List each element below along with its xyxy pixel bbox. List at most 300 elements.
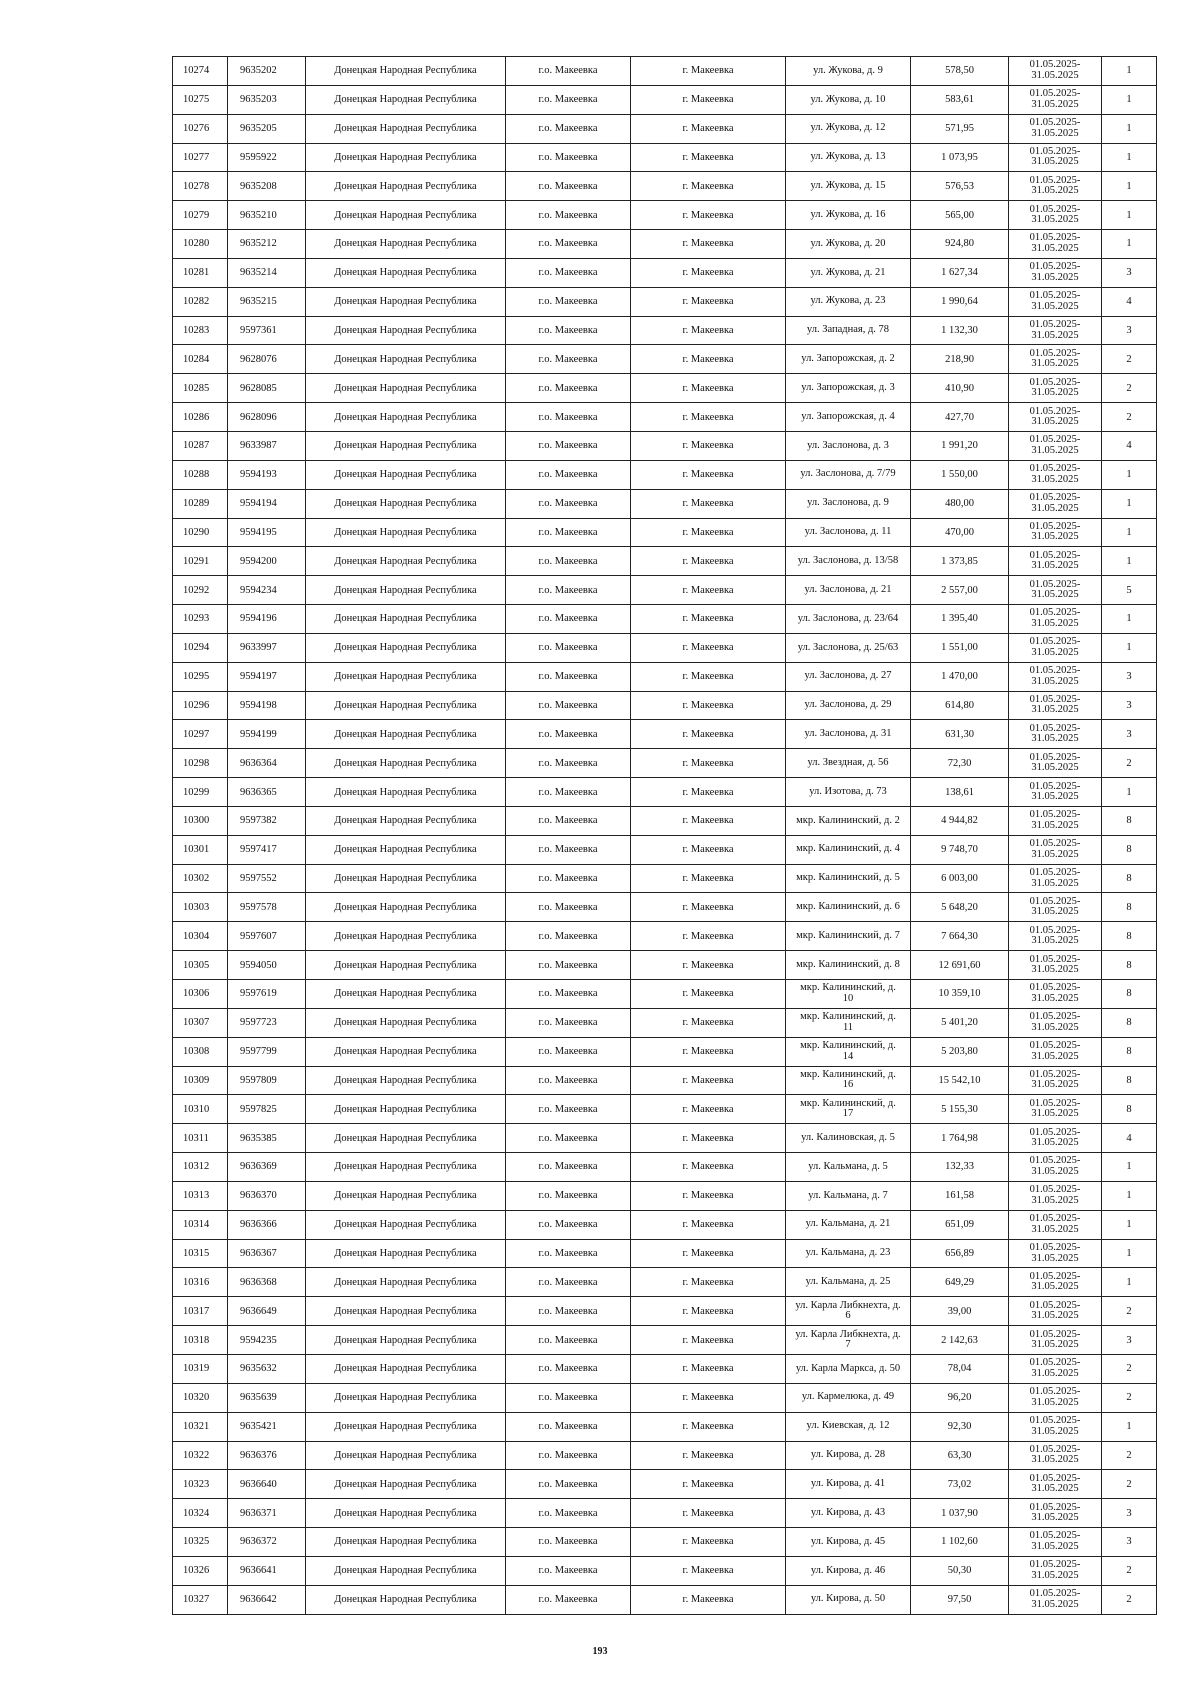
period-cell: 01.05.2025- 31.05.2025 bbox=[1009, 547, 1102, 576]
table-row bbox=[173, 1412, 1157, 1441]
floors-cell: 1 bbox=[1102, 1153, 1157, 1182]
address-cell: ул. Заслонова, д. 27 bbox=[786, 662, 911, 691]
region-cell: Донецкая Народная Республика bbox=[306, 806, 506, 835]
object-code: 9594194 bbox=[228, 489, 306, 518]
area-cell: 1 102,60 bbox=[911, 1528, 1009, 1557]
area-cell: 132,33 bbox=[911, 1153, 1009, 1182]
object-code: 9636372 bbox=[228, 1528, 306, 1557]
region-cell: Донецкая Народная Республика bbox=[306, 662, 506, 691]
region-cell: Донецкая Народная Республика bbox=[306, 1412, 506, 1441]
period-cell: 01.05.2025- 31.05.2025 bbox=[1009, 1441, 1102, 1470]
area-cell: 565,00 bbox=[911, 201, 1009, 230]
row-number: 10310 bbox=[173, 1095, 228, 1124]
region-cell: Донецкая Народная Республика bbox=[306, 172, 506, 201]
floors-cell: 1 bbox=[1102, 230, 1157, 259]
city-cell: г. Макеевка bbox=[631, 980, 786, 1009]
city-cell: г. Макеевка bbox=[631, 114, 786, 143]
district-cell: г.о. Макеевка bbox=[506, 57, 631, 86]
row-number: 10278 bbox=[173, 172, 228, 201]
area-cell: 39,00 bbox=[911, 1297, 1009, 1326]
region-cell: Донецкая Народная Республика bbox=[306, 1210, 506, 1239]
period-cell: 01.05.2025- 31.05.2025 bbox=[1009, 1037, 1102, 1066]
region-cell: Донецкая Народная Республика bbox=[306, 201, 506, 230]
row-number: 10305 bbox=[173, 951, 228, 980]
area-cell: 5 155,30 bbox=[911, 1095, 1009, 1124]
area-cell: 161,58 bbox=[911, 1181, 1009, 1210]
floors-cell: 2 bbox=[1102, 1354, 1157, 1383]
region-cell: Донецкая Народная Республика bbox=[306, 1239, 506, 1268]
floors-cell: 2 bbox=[1102, 1383, 1157, 1412]
district-cell: г.о. Макеевка bbox=[506, 1153, 631, 1182]
period-cell: 01.05.2025- 31.05.2025 bbox=[1009, 57, 1102, 86]
city-cell: г. Макеевка bbox=[631, 287, 786, 316]
city-cell: г. Макеевка bbox=[631, 230, 786, 259]
object-code: 9594200 bbox=[228, 547, 306, 576]
area-cell: 614,80 bbox=[911, 691, 1009, 720]
object-code: 9633997 bbox=[228, 633, 306, 662]
district-cell: г.о. Макеевка bbox=[506, 691, 631, 720]
table-row bbox=[173, 431, 1157, 460]
district-cell: г.о. Макеевка bbox=[506, 1528, 631, 1557]
table-row bbox=[173, 749, 1157, 778]
period-cell: 01.05.2025- 31.05.2025 bbox=[1009, 1297, 1102, 1326]
row-number: 10304 bbox=[173, 922, 228, 951]
object-code: 9635203 bbox=[228, 85, 306, 114]
period-cell: 01.05.2025- 31.05.2025 bbox=[1009, 1210, 1102, 1239]
period-cell: 01.05.2025- 31.05.2025 bbox=[1009, 489, 1102, 518]
region-cell: Донецкая Народная Республика bbox=[306, 778, 506, 807]
region-cell: Донецкая Народная Республика bbox=[306, 835, 506, 864]
district-cell: г.о. Макеевка bbox=[506, 1037, 631, 1066]
address-cell: мкр. Калининский, д. 14 bbox=[786, 1037, 911, 1066]
area-cell: 10 359,10 bbox=[911, 980, 1009, 1009]
floors-cell: 3 bbox=[1102, 720, 1157, 749]
object-code: 9635421 bbox=[228, 1412, 306, 1441]
floors-cell: 1 bbox=[1102, 114, 1157, 143]
area-cell: 571,95 bbox=[911, 114, 1009, 143]
district-cell: г.о. Макеевка bbox=[506, 1499, 631, 1528]
address-cell: мкр. Калининский, д. 10 bbox=[786, 980, 911, 1009]
table-row bbox=[173, 893, 1157, 922]
object-code: 9597723 bbox=[228, 1008, 306, 1037]
city-cell: г. Макеевка bbox=[631, 1499, 786, 1528]
table-row bbox=[173, 374, 1157, 403]
address-cell: ул. Кальмана, д. 7 bbox=[786, 1181, 911, 1210]
row-number: 10327 bbox=[173, 1585, 228, 1614]
floors-cell: 1 bbox=[1102, 57, 1157, 86]
area-cell: 6 003,00 bbox=[911, 864, 1009, 893]
table-row bbox=[173, 1210, 1157, 1239]
row-number: 10279 bbox=[173, 201, 228, 230]
address-cell: ул. Заслонова, д. 31 bbox=[786, 720, 911, 749]
district-cell: г.о. Макеевка bbox=[506, 143, 631, 172]
floors-cell: 1 bbox=[1102, 201, 1157, 230]
region-cell: Донецкая Народная Республика bbox=[306, 1268, 506, 1297]
area-cell: 78,04 bbox=[911, 1354, 1009, 1383]
registry-table bbox=[172, 56, 1157, 1615]
city-cell: г. Макеевка bbox=[631, 201, 786, 230]
district-cell: г.о. Макеевка bbox=[506, 1124, 631, 1153]
region-cell: Донецкая Народная Республика bbox=[306, 57, 506, 86]
address-cell: мкр. Калининский, д. 6 bbox=[786, 893, 911, 922]
region-cell: Донецкая Народная Республика bbox=[306, 143, 506, 172]
floors-cell: 8 bbox=[1102, 806, 1157, 835]
object-code: 9594199 bbox=[228, 720, 306, 749]
row-number: 10288 bbox=[173, 460, 228, 489]
row-number: 10293 bbox=[173, 605, 228, 634]
city-cell: г. Макеевка bbox=[631, 749, 786, 778]
row-number: 10283 bbox=[173, 316, 228, 345]
period-cell: 01.05.2025- 31.05.2025 bbox=[1009, 143, 1102, 172]
row-number: 10309 bbox=[173, 1066, 228, 1095]
address-cell: ул. Кальмана, д. 23 bbox=[786, 1239, 911, 1268]
region-cell: Донецкая Народная Республика bbox=[306, 1383, 506, 1412]
object-code: 9597552 bbox=[228, 864, 306, 893]
object-code: 9597619 bbox=[228, 980, 306, 1009]
area-cell: 1 037,90 bbox=[911, 1499, 1009, 1528]
region-cell: Донецкая Народная Республика bbox=[306, 547, 506, 576]
city-cell: г. Макеевка bbox=[631, 172, 786, 201]
period-cell: 01.05.2025- 31.05.2025 bbox=[1009, 778, 1102, 807]
city-cell: г. Макеевка bbox=[631, 1412, 786, 1441]
object-code: 9597361 bbox=[228, 316, 306, 345]
city-cell: г. Макеевка bbox=[631, 576, 786, 605]
period-cell: 01.05.2025- 31.05.2025 bbox=[1009, 85, 1102, 114]
address-cell: ул. Кирова, д. 28 bbox=[786, 1441, 911, 1470]
period-cell: 01.05.2025- 31.05.2025 bbox=[1009, 1528, 1102, 1557]
region-cell: Донецкая Народная Республика bbox=[306, 1008, 506, 1037]
row-number: 10296 bbox=[173, 691, 228, 720]
region-cell: Донецкая Народная Республика bbox=[306, 489, 506, 518]
address-cell: ул. Заслонова, д. 21 bbox=[786, 576, 911, 605]
area-cell: 1 132,30 bbox=[911, 316, 1009, 345]
table-row bbox=[173, 258, 1157, 287]
address-cell: мкр. Калининский, д. 16 bbox=[786, 1066, 911, 1095]
period-cell: 01.05.2025- 31.05.2025 bbox=[1009, 431, 1102, 460]
object-code: 9635214 bbox=[228, 258, 306, 287]
period-cell: 01.05.2025- 31.05.2025 bbox=[1009, 1585, 1102, 1614]
floors-cell: 3 bbox=[1102, 662, 1157, 691]
table-row bbox=[173, 460, 1157, 489]
address-cell: ул. Запорожская, д. 2 bbox=[786, 345, 911, 374]
period-cell: 01.05.2025- 31.05.2025 bbox=[1009, 864, 1102, 893]
region-cell: Донецкая Народная Республика bbox=[306, 114, 506, 143]
district-cell: г.о. Макеевка bbox=[506, 749, 631, 778]
table-row bbox=[173, 1066, 1157, 1095]
address-cell: мкр. Калининский, д. 8 bbox=[786, 951, 911, 980]
row-number: 10301 bbox=[173, 835, 228, 864]
object-code: 9636640 bbox=[228, 1470, 306, 1499]
floors-cell: 4 bbox=[1102, 287, 1157, 316]
city-cell: г. Макеевка bbox=[631, 489, 786, 518]
period-cell: 01.05.2025- 31.05.2025 bbox=[1009, 835, 1102, 864]
city-cell: г. Макеевка bbox=[631, 1008, 786, 1037]
object-code: 9636365 bbox=[228, 778, 306, 807]
district-cell: г.о. Макеевка bbox=[506, 806, 631, 835]
object-code: 9635639 bbox=[228, 1383, 306, 1412]
object-code: 9594235 bbox=[228, 1326, 306, 1355]
district-cell: г.о. Макеевка bbox=[506, 287, 631, 316]
period-cell: 01.05.2025- 31.05.2025 bbox=[1009, 374, 1102, 403]
floors-cell: 8 bbox=[1102, 835, 1157, 864]
period-cell: 01.05.2025- 31.05.2025 bbox=[1009, 1383, 1102, 1412]
region-cell: Донецкая Народная Республика bbox=[306, 980, 506, 1009]
address-cell: ул. Жукова, д. 13 bbox=[786, 143, 911, 172]
city-cell: г. Макеевка bbox=[631, 605, 786, 634]
object-code: 9636642 bbox=[228, 1585, 306, 1614]
object-code: 9597382 bbox=[228, 806, 306, 835]
floors-cell: 1 bbox=[1102, 143, 1157, 172]
region-cell: Донецкая Народная Республика bbox=[306, 1499, 506, 1528]
floors-cell: 8 bbox=[1102, 1008, 1157, 1037]
row-number: 10324 bbox=[173, 1499, 228, 1528]
period-cell: 01.05.2025- 31.05.2025 bbox=[1009, 1181, 1102, 1210]
table-row bbox=[173, 143, 1157, 172]
region-cell: Донецкая Народная Республика bbox=[306, 1066, 506, 1095]
city-cell: г. Макеевка bbox=[631, 720, 786, 749]
address-cell: мкр. Калининский, д. 2 bbox=[786, 806, 911, 835]
city-cell: г. Макеевка bbox=[631, 633, 786, 662]
region-cell: Донецкая Народная Республика bbox=[306, 431, 506, 460]
table-row bbox=[173, 806, 1157, 835]
row-number: 10276 bbox=[173, 114, 228, 143]
row-number: 10325 bbox=[173, 1528, 228, 1557]
district-cell: г.о. Макеевка bbox=[506, 547, 631, 576]
area-cell: 5 648,20 bbox=[911, 893, 1009, 922]
region-cell: Донецкая Народная Республика bbox=[306, 691, 506, 720]
period-cell: 01.05.2025- 31.05.2025 bbox=[1009, 1066, 1102, 1095]
area-cell: 1 073,95 bbox=[911, 143, 1009, 172]
row-number: 10284 bbox=[173, 345, 228, 374]
object-code: 9597825 bbox=[228, 1095, 306, 1124]
table-row bbox=[173, 691, 1157, 720]
table-row bbox=[173, 1499, 1157, 1528]
area-cell: 1 551,00 bbox=[911, 633, 1009, 662]
city-cell: г. Макеевка bbox=[631, 460, 786, 489]
city-cell: г. Макеевка bbox=[631, 1383, 786, 1412]
row-number: 10323 bbox=[173, 1470, 228, 1499]
object-code: 9636649 bbox=[228, 1297, 306, 1326]
city-cell: г. Макеевка bbox=[631, 1268, 786, 1297]
table-row bbox=[173, 576, 1157, 605]
district-cell: г.о. Макеевка bbox=[506, 633, 631, 662]
address-cell: мкр. Калининский, д. 17 bbox=[786, 1095, 911, 1124]
object-code: 9636368 bbox=[228, 1268, 306, 1297]
object-code: 9635385 bbox=[228, 1124, 306, 1153]
city-cell: г. Макеевка bbox=[631, 518, 786, 547]
region-cell: Донецкая Народная Республика bbox=[306, 1470, 506, 1499]
address-cell: ул. Жукова, д. 9 bbox=[786, 57, 911, 86]
table-row bbox=[173, 1441, 1157, 1470]
table-row bbox=[173, 1037, 1157, 1066]
region-cell: Донецкая Народная Республика bbox=[306, 1037, 506, 1066]
period-cell: 01.05.2025- 31.05.2025 bbox=[1009, 662, 1102, 691]
district-cell: г.о. Макеевка bbox=[506, 893, 631, 922]
object-code: 9635212 bbox=[228, 230, 306, 259]
district-cell: г.о. Макеевка bbox=[506, 1008, 631, 1037]
region-cell: Донецкая Народная Республика bbox=[306, 374, 506, 403]
period-cell: 01.05.2025- 31.05.2025 bbox=[1009, 1499, 1102, 1528]
floors-cell: 8 bbox=[1102, 1066, 1157, 1095]
district-cell: г.о. Макеевка bbox=[506, 1066, 631, 1095]
row-number: 10298 bbox=[173, 749, 228, 778]
region-cell: Донецкая Народная Республика bbox=[306, 1124, 506, 1153]
object-code: 9636369 bbox=[228, 1153, 306, 1182]
table-row bbox=[173, 980, 1157, 1009]
row-number: 10291 bbox=[173, 547, 228, 576]
object-code: 9628096 bbox=[228, 403, 306, 432]
floors-cell: 4 bbox=[1102, 431, 1157, 460]
region-cell: Донецкая Народная Республика bbox=[306, 864, 506, 893]
city-cell: г. Макеевка bbox=[631, 864, 786, 893]
address-cell: ул. Заслонова, д. 7/79 bbox=[786, 460, 911, 489]
row-number: 10292 bbox=[173, 576, 228, 605]
district-cell: г.о. Макеевка bbox=[506, 1556, 631, 1585]
object-code: 9594196 bbox=[228, 605, 306, 634]
area-cell: 1 991,20 bbox=[911, 431, 1009, 460]
period-cell: 01.05.2025- 31.05.2025 bbox=[1009, 114, 1102, 143]
address-cell: ул. Кирова, д. 46 bbox=[786, 1556, 911, 1585]
district-cell: г.о. Макеевка bbox=[506, 460, 631, 489]
table-row bbox=[173, 287, 1157, 316]
region-cell: Донецкая Народная Республика bbox=[306, 460, 506, 489]
floors-cell: 3 bbox=[1102, 258, 1157, 287]
district-cell: г.о. Макеевка bbox=[506, 201, 631, 230]
period-cell: 01.05.2025- 31.05.2025 bbox=[1009, 1008, 1102, 1037]
row-number: 10289 bbox=[173, 489, 228, 518]
region-cell: Донецкая Народная Республика bbox=[306, 576, 506, 605]
row-number: 10286 bbox=[173, 403, 228, 432]
area-cell: 480,00 bbox=[911, 489, 1009, 518]
object-code: 9597578 bbox=[228, 893, 306, 922]
floors-cell: 1 bbox=[1102, 778, 1157, 807]
period-cell: 01.05.2025- 31.05.2025 bbox=[1009, 201, 1102, 230]
area-cell: 1 990,64 bbox=[911, 287, 1009, 316]
row-number: 10319 bbox=[173, 1354, 228, 1383]
area-cell: 4 944,82 bbox=[911, 806, 1009, 835]
object-code: 9594193 bbox=[228, 460, 306, 489]
row-number: 10306 bbox=[173, 980, 228, 1009]
district-cell: г.о. Макеевка bbox=[506, 720, 631, 749]
district-cell: г.о. Макеевка bbox=[506, 114, 631, 143]
floors-cell: 2 bbox=[1102, 1585, 1157, 1614]
floors-cell: 2 bbox=[1102, 374, 1157, 403]
table-row bbox=[173, 951, 1157, 980]
table-row bbox=[173, 316, 1157, 345]
table-row bbox=[173, 662, 1157, 691]
district-cell: г.о. Макеевка bbox=[506, 230, 631, 259]
table-row bbox=[173, 230, 1157, 259]
row-number: 10287 bbox=[173, 431, 228, 460]
city-cell: г. Макеевка bbox=[631, 662, 786, 691]
region-cell: Донецкая Народная Республика bbox=[306, 287, 506, 316]
region-cell: Донецкая Народная Республика bbox=[306, 605, 506, 634]
city-cell: г. Макеевка bbox=[631, 1124, 786, 1153]
region-cell: Донецкая Народная Республика bbox=[306, 1556, 506, 1585]
address-cell: ул. Карла Либкнехта, д. 7 bbox=[786, 1326, 911, 1355]
period-cell: 01.05.2025- 31.05.2025 bbox=[1009, 951, 1102, 980]
region-cell: Донецкая Народная Республика bbox=[306, 720, 506, 749]
object-code: 9628085 bbox=[228, 374, 306, 403]
row-number: 10308 bbox=[173, 1037, 228, 1066]
address-cell: ул. Кирова, д. 50 bbox=[786, 1585, 911, 1614]
period-cell: 01.05.2025- 31.05.2025 bbox=[1009, 258, 1102, 287]
row-number: 10326 bbox=[173, 1556, 228, 1585]
region-cell: Донецкая Народная Республика bbox=[306, 1585, 506, 1614]
table-row bbox=[173, 1095, 1157, 1124]
address-cell: ул. Заслонова, д. 11 bbox=[786, 518, 911, 547]
area-cell: 50,30 bbox=[911, 1556, 1009, 1585]
period-cell: 01.05.2025- 31.05.2025 bbox=[1009, 1354, 1102, 1383]
address-cell: ул. Киевская, д. 12 bbox=[786, 1412, 911, 1441]
floors-cell: 8 bbox=[1102, 1037, 1157, 1066]
city-cell: г. Макеевка bbox=[631, 1354, 786, 1383]
row-number: 10290 bbox=[173, 518, 228, 547]
city-cell: г. Макеевка bbox=[631, 1470, 786, 1499]
floors-cell: 8 bbox=[1102, 864, 1157, 893]
district-cell: г.о. Макеевка bbox=[506, 1210, 631, 1239]
region-cell: Донецкая Народная Республика bbox=[306, 1297, 506, 1326]
address-cell: ул. Западная, д. 78 bbox=[786, 316, 911, 345]
address-cell: ул. Калиновская, д. 5 bbox=[786, 1124, 911, 1153]
city-cell: г. Макеевка bbox=[631, 951, 786, 980]
city-cell: г. Макеевка bbox=[631, 835, 786, 864]
address-cell: ул. Заслонова, д. 3 bbox=[786, 431, 911, 460]
city-cell: г. Макеевка bbox=[631, 1326, 786, 1355]
table-row bbox=[173, 345, 1157, 374]
area-cell: 576,53 bbox=[911, 172, 1009, 201]
floors-cell: 8 bbox=[1102, 922, 1157, 951]
floors-cell: 2 bbox=[1102, 403, 1157, 432]
address-cell: ул. Жукова, д. 21 bbox=[786, 258, 911, 287]
district-cell: г.о. Макеевка bbox=[506, 778, 631, 807]
area-cell: 631,30 bbox=[911, 720, 1009, 749]
city-cell: г. Макеевка bbox=[631, 345, 786, 374]
region-cell: Донецкая Народная Республика bbox=[306, 316, 506, 345]
floors-cell: 1 bbox=[1102, 633, 1157, 662]
district-cell: г.о. Макеевка bbox=[506, 345, 631, 374]
floors-cell: 8 bbox=[1102, 951, 1157, 980]
district-cell: г.о. Макеевка bbox=[506, 1354, 631, 1383]
period-cell: 01.05.2025- 31.05.2025 bbox=[1009, 1556, 1102, 1585]
period-cell: 01.05.2025- 31.05.2025 bbox=[1009, 1153, 1102, 1182]
address-cell: ул. Жукова, д. 16 bbox=[786, 201, 911, 230]
city-cell: г. Макеевка bbox=[631, 85, 786, 114]
region-cell: Донецкая Народная Республика bbox=[306, 85, 506, 114]
table-row bbox=[173, 1354, 1157, 1383]
area-cell: 410,90 bbox=[911, 374, 1009, 403]
area-cell: 138,61 bbox=[911, 778, 1009, 807]
district-cell: г.о. Макеевка bbox=[506, 1412, 631, 1441]
region-cell: Донецкая Народная Республика bbox=[306, 403, 506, 432]
row-number: 10314 bbox=[173, 1210, 228, 1239]
row-number: 10316 bbox=[173, 1268, 228, 1297]
table-row bbox=[173, 547, 1157, 576]
district-cell: г.о. Макеевка bbox=[506, 85, 631, 114]
district-cell: г.о. Макеевка bbox=[506, 1239, 631, 1268]
object-code: 9635632 bbox=[228, 1354, 306, 1383]
period-cell: 01.05.2025- 31.05.2025 bbox=[1009, 316, 1102, 345]
area-cell: 578,50 bbox=[911, 57, 1009, 86]
city-cell: г. Макеевка bbox=[631, 1095, 786, 1124]
floors-cell: 2 bbox=[1102, 1297, 1157, 1326]
period-cell: 01.05.2025- 31.05.2025 bbox=[1009, 1239, 1102, 1268]
object-code: 9636371 bbox=[228, 1499, 306, 1528]
row-number: 10313 bbox=[173, 1181, 228, 1210]
district-cell: г.о. Макеевка bbox=[506, 1326, 631, 1355]
address-cell: ул. Кальмана, д. 5 bbox=[786, 1153, 911, 1182]
area-cell: 1 373,85 bbox=[911, 547, 1009, 576]
